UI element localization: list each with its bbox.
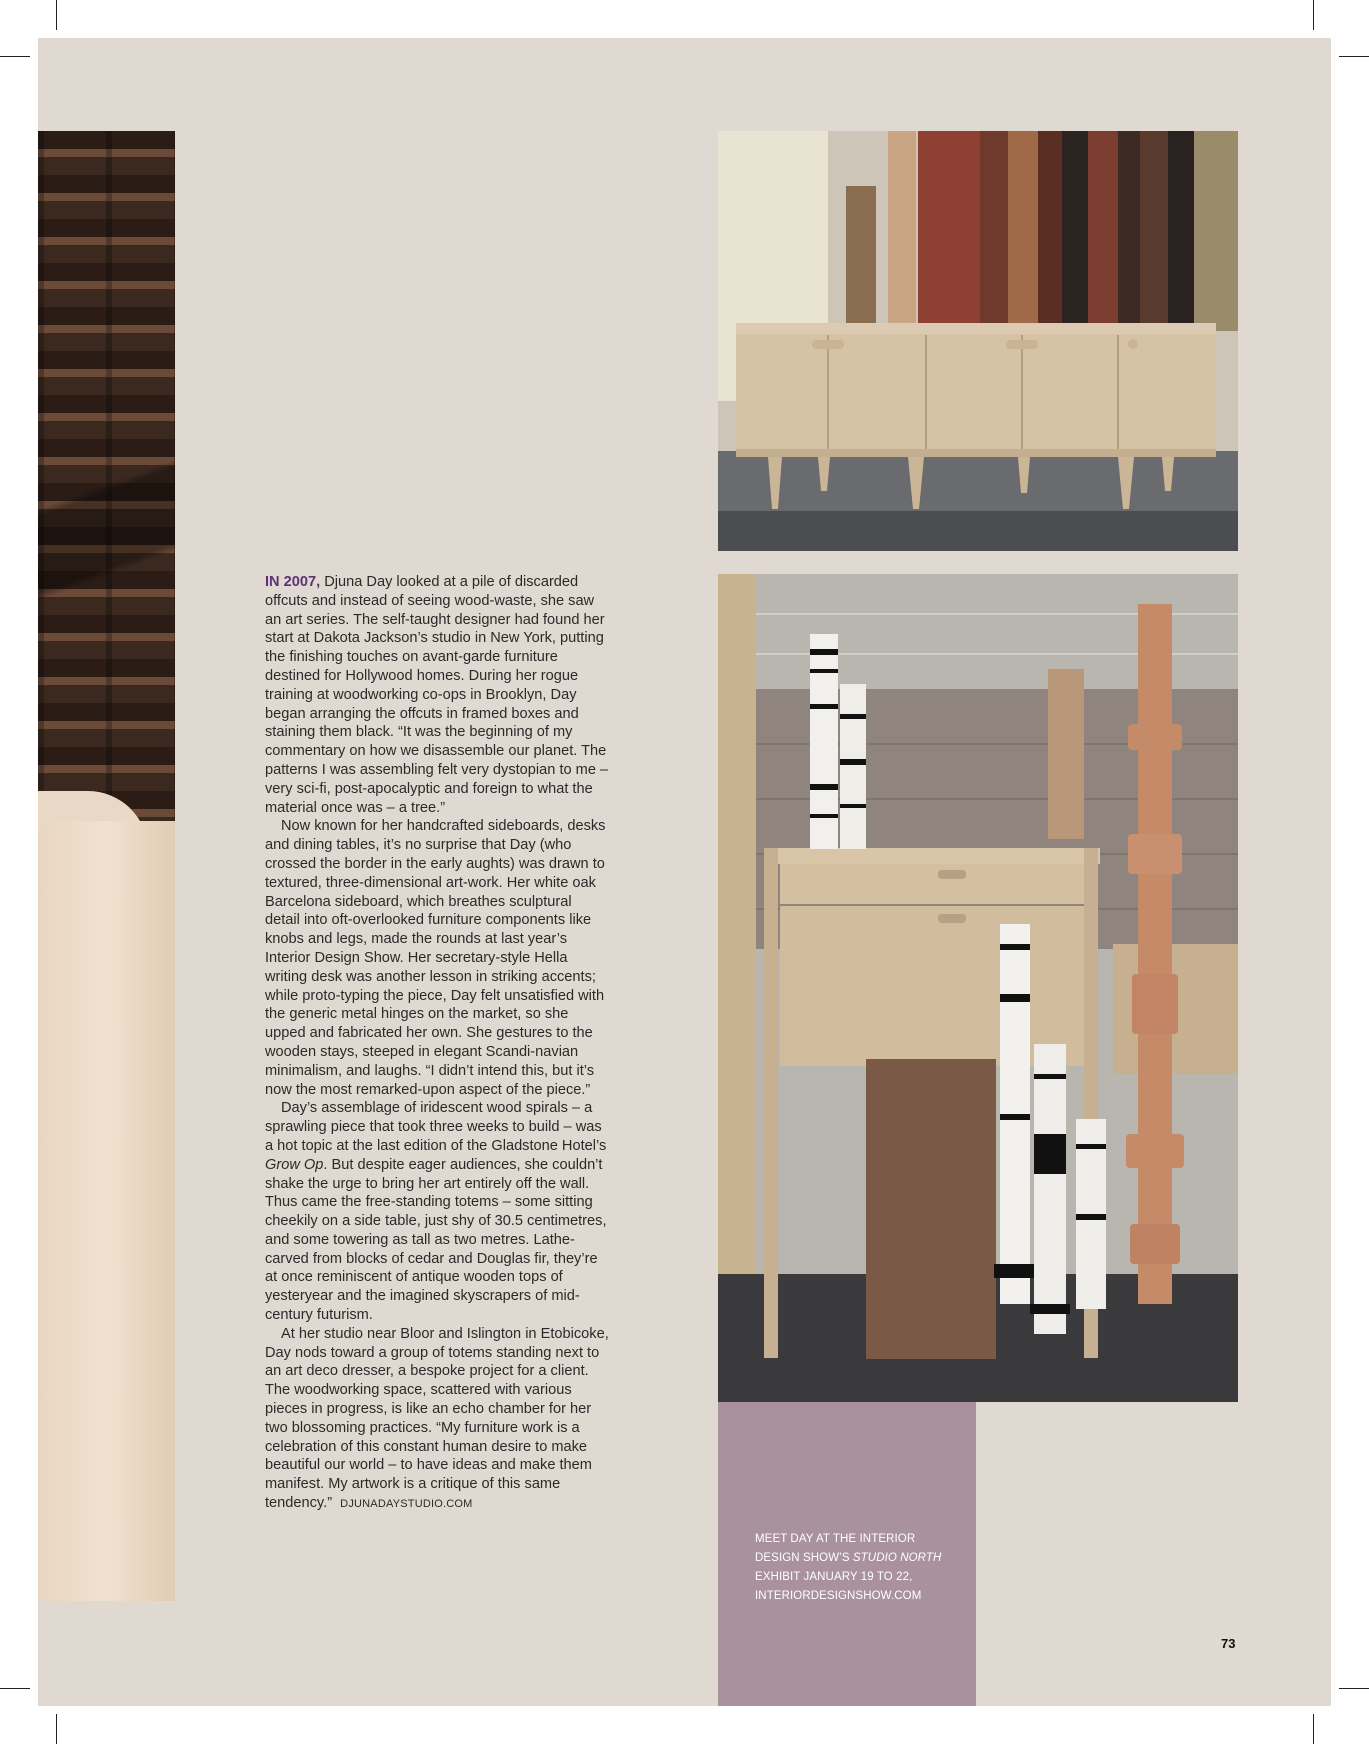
magazine-page <box>38 38 1331 1706</box>
paragraph-4 <box>265 1325 610 1514</box>
caption-line-2 <box>755 1549 955 1568</box>
sideboard-illustration <box>718 131 1238 551</box>
caption-line-2-start: DESIGN SHOW’S <box>755 1552 853 1564</box>
desk-totems-illustration <box>718 574 1238 1402</box>
crop-mark <box>56 1714 57 1744</box>
caption-line-3: EXHIBIT JANUARY 19 TO 22, <box>755 1571 913 1583</box>
paragraph-3-end: . But despite eager audiences, she couldn’t shake the urge to bring her art entirely off the wall. Thus came the free-standing totems – some sitting cheekily on a side table, just shy of 30.5 centimetres, and some towering as tall as two metres. Lathe-carved from blocks of cedar and Douglas fir, they’re at once reminiscent of antique wooden tops of yesteryear and the imagined skyscrapers of mid-century futurism. <box>265 1156 607 1324</box>
crop-mark <box>56 0 57 30</box>
paragraph-2: Now known for her handcrafted sideboards, desks and dining tables, it’s no surprise that Day (who crossed the border in the early aughts) was drawn to textured, three-dimensional art-work. Her white oak Barcelona sideboard, which breathes sculptural detail into oft-overlooked furniture components like knobs and legs, made the rounds at last year’s Interior Design Show. Her secretary-style Hella writing desk was another lesson in striking accents; while proto-typing the piece, Day felt unsatisfied with the generic metal hinges on the market, so she upped and fabricated her own. She gestures to the wooden stays, steeped in elegant Scandi-navian minimalism, and laughs. “I didn’t intend this, but it’s now the most remarked-upon aspect of the piece.” <box>265 818 606 1098</box>
portrait-photo <box>38 131 175 1601</box>
crop-mark <box>1313 0 1314 30</box>
grow-op-title: Grow Op <box>265 1156 324 1173</box>
paragraph-3 <box>265 1099 610 1325</box>
page-number: 73 <box>1221 1636 1236 1651</box>
studio-north-title: STUDIO NORTH <box>852 1552 942 1564</box>
paragraph-1 <box>265 573 610 817</box>
caption-line-4: INTERIORDESIGNSHOW.COM <box>755 1590 922 1602</box>
paragraph-4-text: At her studio near Bloor and Islington in Etobicoke, Day nods toward a group of totems standing next to an art deco dresser, a bespoke project for a client. The woodworking space, scattered with various pieces in progress, is like an echo chamber for her two blossoming practices. “My furniture work is a celebration of this constant human desire to make beautiful our world – to have ideas and make them manifest. My artwork is a critique of this same tendency.” <box>265 1325 609 1512</box>
crop-mark <box>1339 1688 1369 1689</box>
paragraph-3-start: Day’s assemblage of iridescent wood spirals – a sprawling piece that took three weeks to build – was a hot topic at the last edition of the Gladstone Hotel’s <box>265 1100 607 1154</box>
shirt <box>38 821 175 1601</box>
crop-mark <box>0 1688 30 1689</box>
crop-mark <box>1313 1714 1314 1744</box>
article-body <box>265 573 610 1514</box>
studio-url: DJUNADAYSTUDIO.COM <box>340 1498 473 1511</box>
sideboard-photo <box>718 131 1238 551</box>
event-caption-box <box>718 1402 976 1706</box>
crop-mark <box>0 56 30 57</box>
crop-mark <box>1339 56 1369 57</box>
caption-line-1: MEET DAY AT THE INTERIOR <box>755 1533 916 1545</box>
lead-in: IN 2007, <box>265 574 321 590</box>
event-caption <box>755 1530 955 1606</box>
paragraph-1-text: Djuna Day looked at a pile of discarded offcuts and instead of seeing wood-waste, she saw an art series. The self-taught designer had found her start at Dakota Jackson’s studio in New York, putting the finishing touches on avant-garde furniture destined for Hollywood homes. During her rogue training at woodworking co-ops in Brooklyn, Day began arranging the offcuts in framed boxes and staining them black. “It was the beginning of my commentary on how we disassemble our planet. The patterns I was assembling felt very dystopian to me – very sci-fi, post-apocalyptic and foreign to what the material once was – a tree.” <box>265 574 609 816</box>
desk-and-totems-photo <box>718 574 1238 1402</box>
